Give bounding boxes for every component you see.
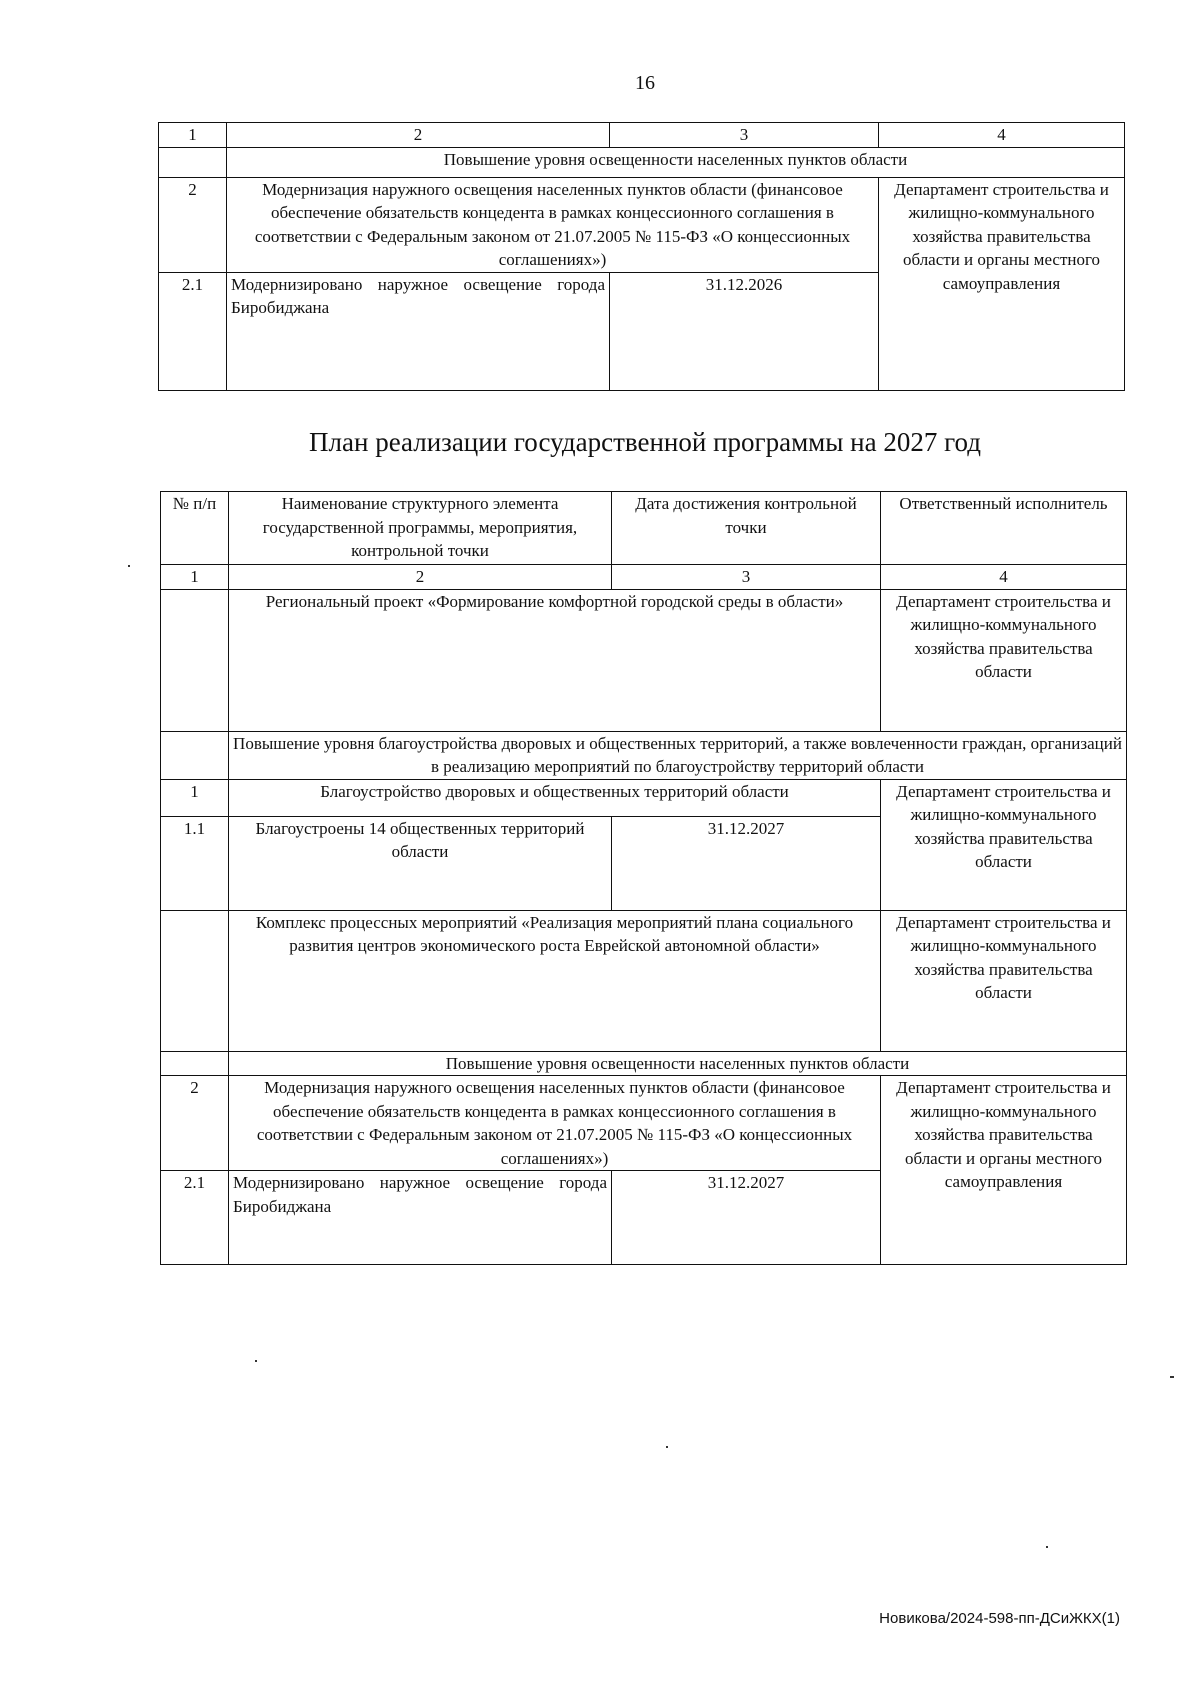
event-name: Модернизация наружного освещения населенных пунктов области (финансовое обеспечение обязательств концедента в рамках концессионного соглашения в соответствии с Федеральным законом от 21.07.2005 № 115-ФЗ «О концессионных соглашениях») [227,177,879,272]
row-number: 2 [161,1076,229,1171]
header-responsible: Ответственный исполнитель [881,492,1127,565]
empty-cell [159,147,227,177]
continued-table [158,122,1125,391]
event-name: Модернизация наружного освещения населенных пунктов области (финансовое обеспечение обязательств концедента в рамках концессионного соглашения в соответствии с Федеральным законом от 21.07.2005 № 115-ФЗ «О концессионных соглашениях») [229,1076,881,1171]
table-row [159,177,1125,272]
row-number: 2 [159,177,227,272]
col-num-cell: 4 [881,565,1127,590]
col-num-cell: 2 [227,123,610,148]
control-point-name: Модернизировано наружное освещение города Биробиджана [229,1171,612,1265]
plan-title: План реализации государственной программы на 2027 год [309,427,981,457]
table-number-row [161,565,1127,590]
regional-project-row [161,589,1127,731]
row-number: 1 [161,779,229,816]
table-row [161,779,1127,816]
scan-speck [255,1360,257,1362]
col-num-cell: 2 [229,565,612,590]
table-row [161,1076,1127,1171]
header-date: Дата достижения контрольной точки [612,492,881,565]
header-name: Наименование структурного элемента государственной программы, мероприятия, контрольной точки [229,492,612,565]
row-number: 2.1 [159,272,227,390]
responsible-executor: Департамент строительства и жилищно-коммунального хозяйства правительства области [881,589,1127,731]
control-point-name: Модернизировано наружное освещение города Биробиджана [227,272,610,390]
empty-cell [161,910,229,1051]
empty-cell [161,589,229,731]
section-title-cell: Повышение уровня освещенности населенных пунктов области [227,147,1125,177]
control-point-name: Благоустроены 14 общественных территорий области [229,816,612,910]
table-header-row [161,492,1127,565]
scan-speck [1046,1546,1048,1548]
page-number: 16 [635,72,655,94]
goal-title-cell: Повышение уровня освещенности населенных пунктов области [229,1051,1127,1076]
complex-row [161,910,1127,1051]
control-point-date: 31.12.2027 [612,1171,881,1265]
responsible-executor: Департамент строительства и жилищно-коммунального хозяйства правительства области и органы местного самоуправления [879,177,1125,390]
empty-cell [161,1051,229,1076]
goal-title-cell: Повышение уровня благоустройства дворовых и общественных территорий, а также вовлеченности граждан, организаций в реализацию мероприятий по благоустройству территорий области [229,731,1127,779]
responsible-executor: Департамент строительства и жилищно-коммунального хозяйства правительства области [881,779,1127,910]
goal-row [161,1051,1127,1076]
complex-name: Комплекс процессных мероприятий «Реализация мероприятий плана социального развития центров экономического роста Еврейской автономной области» [229,910,881,1051]
col-num-cell: 1 [159,123,227,148]
col-num-cell: 4 [879,123,1125,148]
responsible-executor: Департамент строительства и жилищно-коммунального хозяйства правительства области и органы местного самоуправления [881,1076,1127,1265]
regional-project-name: Региональный проект «Формирование комфортной городской среды в области» [229,589,881,731]
row-number: 2.1 [161,1171,229,1265]
section-row [159,147,1125,177]
col-num-cell: 1 [161,565,229,590]
col-num-cell: 3 [612,565,881,590]
responsible-executor: Департамент строительства и жилищно-коммунального хозяйства правительства области [881,910,1127,1051]
control-point-date: 31.12.2027 [612,816,881,910]
document-footer: Новикова/2024-598-пп-ДСиЖКХ(1) [879,1610,1120,1627]
goal-row [161,731,1127,779]
table-number-row [159,123,1125,148]
scan-speck [128,565,130,567]
scan-speck [1170,1376,1174,1378]
event-name: Благоустройство дворовых и общественных территорий области [229,779,881,816]
row-number: 1.1 [161,816,229,910]
col-num-cell: 3 [610,123,879,148]
empty-cell [161,731,229,779]
control-point-date: 31.12.2026 [610,272,879,390]
scan-speck [666,1446,668,1448]
header-num: № п/п [161,492,229,565]
plan-table-2027 [160,491,1127,1265]
